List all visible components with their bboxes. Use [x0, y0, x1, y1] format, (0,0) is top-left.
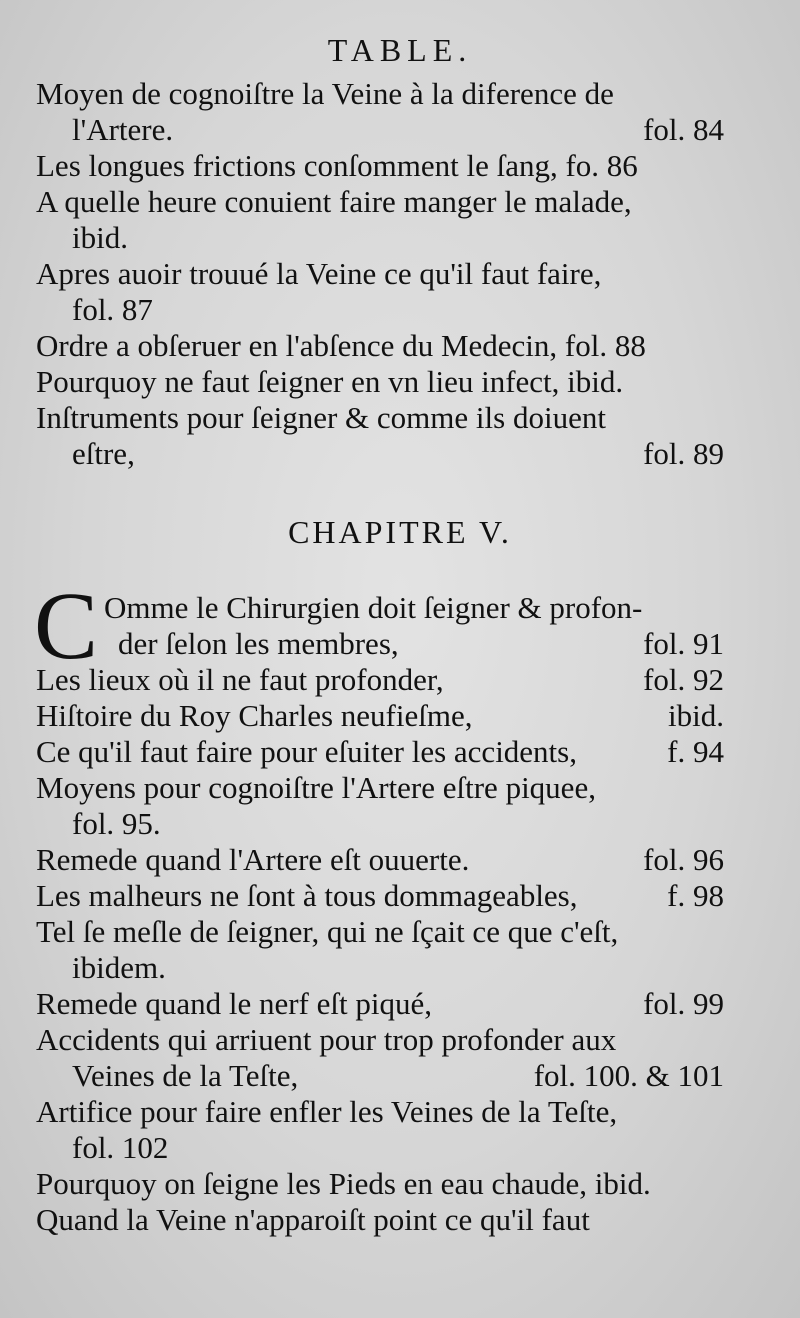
entry-continuation — [36, 112, 724, 148]
table-entry — [36, 184, 724, 256]
entry-text: Ordre a obſeruer en l'abſence du Medecin, fol. 88 — [36, 328, 646, 363]
entry-text: Les malheurs ne ſont à tous dommageables, — [36, 878, 578, 913]
entry-text: Ce qu'il faut faire pour eſuiter les accidents, — [36, 734, 577, 769]
chapter-heading: CHAPITRE V. — [288, 514, 512, 550]
entry-cont-text: l'Artere. — [72, 112, 174, 147]
entry-cont-text: der ſelon les membres, — [118, 626, 399, 661]
entry-continuation — [36, 292, 724, 328]
entry-text: Les longues frictions conſomment le ſang, fo. 86 — [36, 148, 638, 183]
entry-continuation — [36, 1130, 724, 1166]
entry-ref: fol. 96 — [643, 842, 724, 877]
chapter-first-entry — [104, 590, 724, 662]
table-entry — [36, 364, 724, 400]
entry-continuation — [36, 1058, 724, 1094]
entry-ref: fol. 92 — [643, 662, 724, 697]
table-entry — [36, 842, 724, 878]
entry-text: A quelle heure conuient faire manger le malade, — [36, 184, 632, 219]
table-entry — [36, 734, 724, 770]
table-entry — [36, 256, 724, 328]
entry-text: Omme le Chirurgien doit ſeigner & profon- — [104, 590, 643, 625]
entry-cont-text: Veines de la Teſte, — [72, 1058, 299, 1093]
table-entry — [36, 1022, 724, 1094]
table-entry — [36, 914, 724, 986]
entry-continuation — [36, 220, 724, 256]
table-entry — [36, 1166, 724, 1202]
table-entry — [36, 148, 724, 184]
entry-ref: fol. 91 — [643, 626, 724, 661]
entry-text: Remede quand l'Artere eſt ouuerte. — [36, 842, 470, 877]
entry-ref: fol. 84 — [643, 112, 724, 147]
entry-continuation — [36, 806, 724, 842]
entry-text: Apres auoir trouué la Veine ce qu'il faut faire, — [36, 256, 602, 291]
table-entry — [36, 400, 724, 472]
table-entry — [36, 878, 724, 914]
entry-ref: f. 94 — [667, 734, 724, 769]
table-entry — [36, 1202, 724, 1238]
entry-text: Tel ſe meſle de ſeigner, qui ne ſçait ce que c'eſt, — [36, 914, 619, 949]
entry-ref: ibid. — [668, 698, 724, 733]
table-entry — [36, 1094, 724, 1166]
entry-continuation — [36, 950, 724, 986]
entry-text: Les lieux où il ne faut profonder, — [36, 662, 444, 697]
entry-text: Moyen de cognoiſtre la Veine à la diference de — [36, 76, 614, 111]
entry-text: Hiſtoire du Roy Charles neufieſme, — [36, 698, 473, 733]
entry-text: Quand la Veine n'apparoiſt point ce qu'il faut — [36, 1202, 590, 1237]
table-entry — [36, 662, 724, 698]
entry-ref: fol. 89 — [643, 436, 724, 471]
table-entry — [36, 770, 724, 842]
entry-ref: fol. 99 — [643, 986, 724, 1021]
entry-text: Moyens pour cognoiſtre l'Artere eſtre piquee, — [36, 770, 596, 805]
table-entry — [36, 698, 724, 734]
entry-cont-text: ibid. — [72, 220, 128, 255]
entry-text: Pourquoy ne faut ſeigner en vn lieu infect, ibid. — [36, 364, 624, 399]
entry-cont-text: fol. 95. — [72, 806, 161, 841]
entry-text: Artifice pour faire enfler les Veines de la Teſte, — [36, 1094, 618, 1129]
entry-text: Remede quand le nerf eſt piqué, — [36, 986, 432, 1021]
entry-text: Inſtruments pour ſeigner & comme ils doiuent — [36, 400, 606, 435]
entry-cont-text: ibidem. — [72, 950, 166, 985]
running-head: TABLE. — [327, 32, 473, 68]
table-entry — [36, 986, 724, 1022]
entry-text: Pourquoy on ſeigne les Pieds en eau chaude, ibid. — [36, 1166, 651, 1201]
entry-continuation — [36, 436, 724, 472]
table-entry — [36, 76, 724, 148]
entry-text: Accidents qui arriuent pour trop profonder aux — [36, 1022, 617, 1057]
entry-cont-text: fol. 87 — [72, 292, 153, 327]
table-entry — [36, 328, 724, 364]
entry-ref: f. 98 — [667, 878, 724, 913]
entry-continuation — [104, 626, 724, 662]
entry-ref: fol. 100. & 101 — [533, 1058, 724, 1093]
entry-cont-text: fol. 102 — [72, 1130, 169, 1165]
drop-cap: C — [34, 572, 99, 679]
entry-cont-text: eſtre, — [72, 436, 135, 471]
